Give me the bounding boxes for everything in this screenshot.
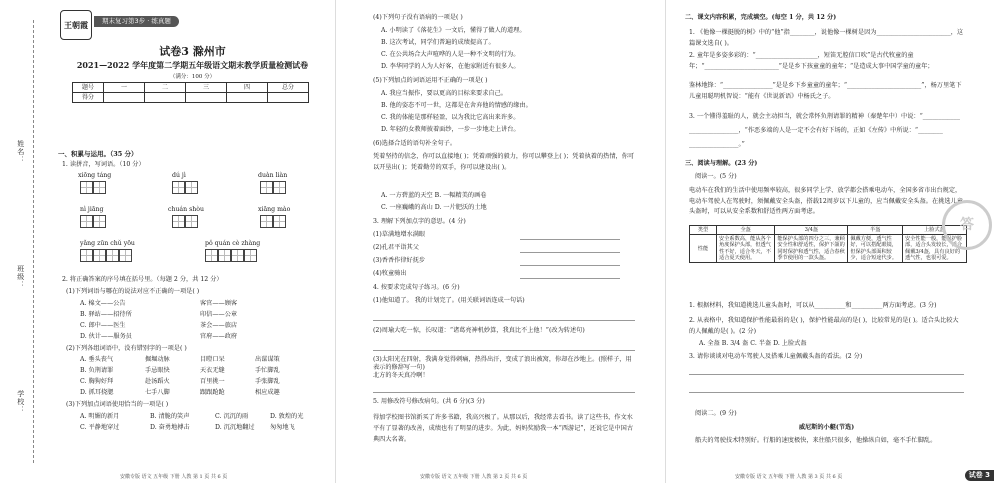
table-row-label: 性能	[690, 235, 717, 263]
question-text: 5. 用修改符号修改病句。(共 6 分)(3 分)	[373, 398, 485, 405]
question-text: 3. 理解下列加点字的意思。(4 分)	[373, 218, 466, 225]
fill-question: 1. 《他像一棵挺脱的树》中的“他”指________，说他像一棵树是因为________________________，这篇课文选自( )。	[689, 29, 964, 48]
answer-line[interactable]	[520, 252, 620, 253]
pinyin-prompt: nì jiāng	[80, 206, 104, 213]
option[interactable]: D. 李华同学的人为人好客，在他家附近有很多人。	[381, 63, 520, 70]
pinyin-prompt: xiōng táng	[78, 172, 112, 179]
page-footer: 安徽专版 语文 五年级 下册 人教 第 2 页 共 6 页	[420, 473, 528, 480]
option[interactable]: B. 清脆的笑声	[150, 413, 190, 420]
score-head-cell: 题号	[73, 83, 104, 93]
question-1: 1. 读拼音，写词语。（10 分）	[62, 161, 145, 168]
section-2-heading: 二、课文内容积累，完成填空。(每空 1 分，共 12 分)	[685, 14, 837, 21]
page-3	[665, 0, 1000, 483]
answer-line[interactable]	[520, 265, 620, 266]
question-2-1: (1)下列词语与哪在的说法对应不正确的一项是( )	[66, 288, 200, 295]
sub-question: (2)周瑜大吃一惊，长叹道：“诸葛亮神机妙算，我真比不上他！”(改为转述句)	[373, 327, 585, 334]
option[interactable]: A. 垂头丧气	[80, 356, 114, 363]
writing-box[interactable]	[260, 215, 286, 228]
score-head-cell: 三	[186, 83, 227, 93]
reading-1-label: 阅读一。(5 分)	[695, 173, 737, 180]
option[interactable]: 匆匆地飞	[270, 424, 295, 431]
page-footer: 安徽专版 语文 五年级 下册 人教 第 1 页 共 6 页	[120, 473, 228, 480]
option-row[interactable]: A. 全盔 B. 3/4 盔 C. 半盔 D. 上脸式盔	[699, 340, 807, 347]
option[interactable]: C. 一座巍峨的高山 D. 一片肥沃的土地	[381, 204, 487, 211]
option[interactable]: C. 平静地穿过	[80, 424, 120, 431]
reading-2-title: 威尼斯的小艇(节选)	[798, 424, 855, 431]
table-cell: 能保护头部的四分之三，兼顾安全性和舒适性，保护下颌的同时保护和透气性，适合春秋季节使用的一款头盔。	[775, 235, 848, 263]
sub-question: (3)太阳光在四射，我满身觉得刺痛，热得出汗，变成了浪出被窝，你却在沙地上。(照样子，用表示的修辞写一句)	[373, 356, 632, 371]
option: 手忌眼快	[145, 367, 170, 374]
score-input-cell[interactable]	[227, 93, 268, 103]
option[interactable]: A. 小明读了《落花生》一文后，懂得了做人的道理。	[381, 27, 526, 34]
sub-question: (3)香香作律好抚步	[373, 257, 426, 264]
score-head-cell: 总分	[268, 83, 309, 93]
option: 赴汤蹈火	[145, 378, 170, 385]
option: 出谋谋策	[255, 356, 280, 363]
option: 相应成趣	[255, 389, 280, 396]
score-head-cell: 一	[104, 83, 145, 93]
option: 七手八脚	[145, 389, 170, 396]
fill-question: ________________，“作恶多端的人是一定不会有好下场的，正如《左传》中所说：“________	[689, 127, 943, 134]
score-table	[72, 82, 309, 103]
pinyin-prompt: yǎng zūn chǔ yōu	[80, 240, 135, 247]
section-3-heading: 三、阅读与理解。(23 分)	[685, 160, 758, 167]
table-cell: 安全性能一般，能保护脸部，适合头发较长，适合佩戴3/4盔，具有良好的透气性，也很可爱。	[903, 235, 967, 263]
option[interactable]: D. 沉沉地翻过	[215, 424, 255, 431]
page-2	[335, 0, 665, 483]
sub-question: (2)孔君平诣其父	[373, 244, 419, 251]
option: 手张脚乱	[255, 378, 280, 385]
answer-line[interactable]	[520, 278, 620, 279]
writing-box[interactable]	[80, 215, 106, 228]
reading-question: 1. 根据材料，我知道挑选儿童头盔时，可以从__________和__________两方面考虑。(3 分)	[689, 302, 937, 309]
option: 掘堀动脉	[145, 356, 170, 363]
score-input-cell[interactable]	[268, 93, 309, 103]
paper-subtitle: 2021—2022 学年度第二学期五年级语文期末教学质量检测试卷	[76, 60, 309, 70]
option[interactable]: D. 伙计——服务员	[80, 333, 132, 340]
score-row-label: 得分	[73, 93, 104, 103]
score-head-cell: 四	[227, 83, 268, 93]
option[interactable]: A. 明媚的新月	[80, 413, 120, 420]
review-banner: 期末复习第3步 · 练真题	[94, 16, 179, 27]
writing-box[interactable]	[172, 181, 198, 194]
option[interactable]: D. 奋勇地搏击	[150, 424, 190, 431]
option: 客官——顾客	[200, 300, 238, 307]
reading-question: 3. 请你谈谈对电动车驾驶人及搭乘儿童佩戴头盔的看法。(2 分)	[689, 353, 863, 360]
page-footer: 安徽专版 语文 五年级 下册 人教 第 3 页 共 6 页	[735, 473, 843, 480]
table-header: 半盔	[848, 226, 903, 235]
option[interactable]: D. 年轻的女教师披着面纱，一步一步地走上讲台。	[381, 126, 520, 133]
page-1	[0, 0, 335, 483]
publisher-logo: 王朝霞	[60, 10, 92, 40]
pinyin-prompt: duàn liàn	[258, 172, 288, 179]
section-1-heading: 一、积累与运用。（35 分）	[58, 150, 138, 158]
sub-question: (1)他知道了。 我的计划完了。(用关联词语连成一句话)	[373, 297, 525, 304]
option[interactable]: B. 驿站——招待所	[80, 311, 132, 318]
score-input-cell[interactable]	[104, 93, 145, 103]
example-sentence: 北方的冬天真冷啊！	[373, 372, 429, 379]
answer-line[interactable]	[373, 350, 635, 351]
fill-question: 鉴林地锋：“________________”是是乡下乡童童的童年；“________________________”，杨万里笔下儿童用聪明机智说：“能有《世说新语》中杨氏之子。	[689, 82, 962, 101]
score-head-cell: 二	[145, 83, 186, 93]
option: 官府——政府	[200, 333, 238, 340]
option[interactable]: A. 一方碧蓝的天空 B. 一幅精美的画卷	[381, 192, 487, 199]
score-note: （满分：100 分）	[169, 74, 216, 80]
correction-passage: 得加学校图书馆新买了许多书籍，我高兴极了。从那以后，我经常去看书。读了这些书，作文水平有了显著的改善，成绩也有了明显的进步。为此，妈妈奖励我一本“西游记”，还说它是中国古典四大名著。	[373, 414, 634, 444]
option[interactable]: C. 在公共场合大声喧哗的人是一种不文明的行为。	[381, 51, 520, 58]
sub-question: (4)牧童骑出	[373, 270, 407, 277]
question-text: (6)选择合适的语句补全句子。	[373, 140, 457, 147]
answer-line[interactable]	[689, 392, 964, 393]
table-header: 全盔	[717, 226, 775, 235]
name-label: 姓名：	[16, 140, 25, 164]
option: 天衣无缝	[200, 367, 225, 374]
option[interactable]: C. 沉沉的雨	[215, 413, 249, 420]
score-input-cell[interactable]	[186, 93, 227, 103]
option: 手忙脚乱	[255, 367, 280, 374]
writing-box[interactable]	[80, 249, 132, 262]
question-text: (4)下列句子没有语病的一项是( )	[373, 14, 463, 21]
option[interactable]: B. 他的姿态不可一世，这都是在舍弃他的情感的缘由。	[381, 102, 532, 109]
question-2-2: (2)下列各组词语中，没有错别字的一项是( )	[66, 345, 187, 352]
option: 百里挑一	[200, 378, 225, 385]
table-header: 3/4盔	[775, 226, 848, 235]
question-text: (5)下列加点的词语运用不正确的一项是( )	[373, 77, 488, 84]
score-input-cell[interactable]	[145, 93, 186, 103]
option[interactable]: B. 负荆请罪	[80, 367, 114, 374]
sub-question: (1)草满地增水满眼	[373, 231, 426, 238]
option: 跟跟跄跄	[200, 389, 225, 396]
option[interactable]: A. 我应当振作，要以更高的目标来要求自己。	[381, 90, 507, 97]
question-2-3: (3)下列加点词语使用恰当的一项是( )	[66, 401, 169, 408]
option[interactable]: A. 棉文——公告	[80, 300, 126, 307]
pinyin-prompt: chuán shòu	[168, 206, 204, 213]
reading-question: 2. 从表格中，我知道保护性能最弱的是( )，保护性能最高的是( )，比较常见的是( )。适合头比较大的人佩戴的是( )。(2 分)	[689, 317, 959, 335]
answer-line[interactable]	[520, 239, 620, 240]
paper-title: 试卷3 滁州市	[159, 45, 226, 58]
question-text: 4. 按要求完成句子练习。(6 分)	[373, 284, 460, 291]
table-cell: 安全系数高，能从各个角度保护头部，但透气性不好，适合冬天，不适合夏天使用。	[717, 235, 775, 263]
answer-line[interactable]	[373, 392, 635, 393]
class-label: 班级：	[16, 265, 25, 289]
option[interactable]: C. 郎中——医生	[80, 322, 126, 329]
answer-line[interactable]	[689, 374, 964, 375]
table-header: 上脸式盔	[903, 226, 967, 235]
option: 目瞪口呆	[200, 356, 225, 363]
writing-box[interactable]	[260, 181, 286, 194]
fill-blank-passage: 凭着坚持的信念，你可以直接地( )；凭着顽强的毅力，你可以攀登上( )；凭着执着的热情，你可以开垦出( )；凭着勤劳的双手，你可以建设出( )。	[373, 153, 635, 171]
option: 茶会——旅店	[200, 322, 238, 329]
answer-line[interactable]	[373, 320, 635, 321]
reading-2-label: 阅读二。(9 分)	[695, 410, 737, 417]
option[interactable]: D. 抓耳挠腮	[80, 389, 114, 396]
fill-question: 3. 一个懂得羞耻的人，就会主动担当，就会常怀负荆请罪的精神（秦楚年中）中说：“____________	[689, 113, 960, 120]
pinyin-prompt: xiāng mào	[258, 206, 291, 213]
option[interactable]: B. 这次考试，同学们普遍的成绩提高了。	[381, 39, 495, 46]
reading-1-passage: 电动车在我们的生活中使用频率较高，很多同学上学、放学都会搭乘电动车，全国多省市出台规定，电动车驾驶人在驾驶时，须佩戴安全头盔，搭载12周岁以下儿童的，应当佩戴安全头盔。在挑选儿童头盔时，可以从安全系数和舒适性两方面考虑。	[689, 187, 963, 216]
option: 印信——公章	[200, 311, 238, 318]
paper-number-tag: 试卷 3	[965, 470, 994, 481]
pinyin-prompt: pǒ quán cè zhàng	[205, 240, 261, 247]
answer-stamp: 答	[942, 200, 992, 250]
school-label: 学校：	[16, 390, 25, 414]
writing-box[interactable]	[80, 181, 106, 194]
reading-2-passage: 船夫的驾驶技术特别好。行船的速度极快，来往船只很多，他操纵自如，毫不手忙脚乱。	[695, 437, 937, 444]
option[interactable]: D. 敦煌的光	[270, 413, 304, 420]
option[interactable]: C. 我的体能是那样轻盈，以为我比它高出来许多。	[381, 114, 520, 121]
fill-question: ________________。”	[689, 141, 745, 148]
writing-box[interactable]	[172, 215, 198, 228]
writing-box[interactable]	[205, 249, 257, 262]
fill-question: 2. 童年是多姿多彩的：“____________________，短笛无腔信口吹”是古代牧童的童年；“________________________”是是乡下孩童童的童年；“是造成大事中国学童的童年；	[689, 52, 934, 71]
option[interactable]: C. 胸狗好拜	[80, 378, 114, 385]
helmet-table	[689, 225, 967, 263]
binding-gutter	[0, 0, 52, 483]
cut-line	[33, 20, 34, 463]
question-2: 2. 将正确答案的序号填在括号里。（每题 2 分，共 12 分）	[62, 276, 223, 283]
pinyin-prompt: dú jì	[172, 172, 186, 179]
table-cell: 佩戴方便，透气性好，可以搭配眼镜，但保护头部面积较少，适合短途代步。	[848, 235, 903, 263]
table-header: 类型	[690, 226, 717, 235]
